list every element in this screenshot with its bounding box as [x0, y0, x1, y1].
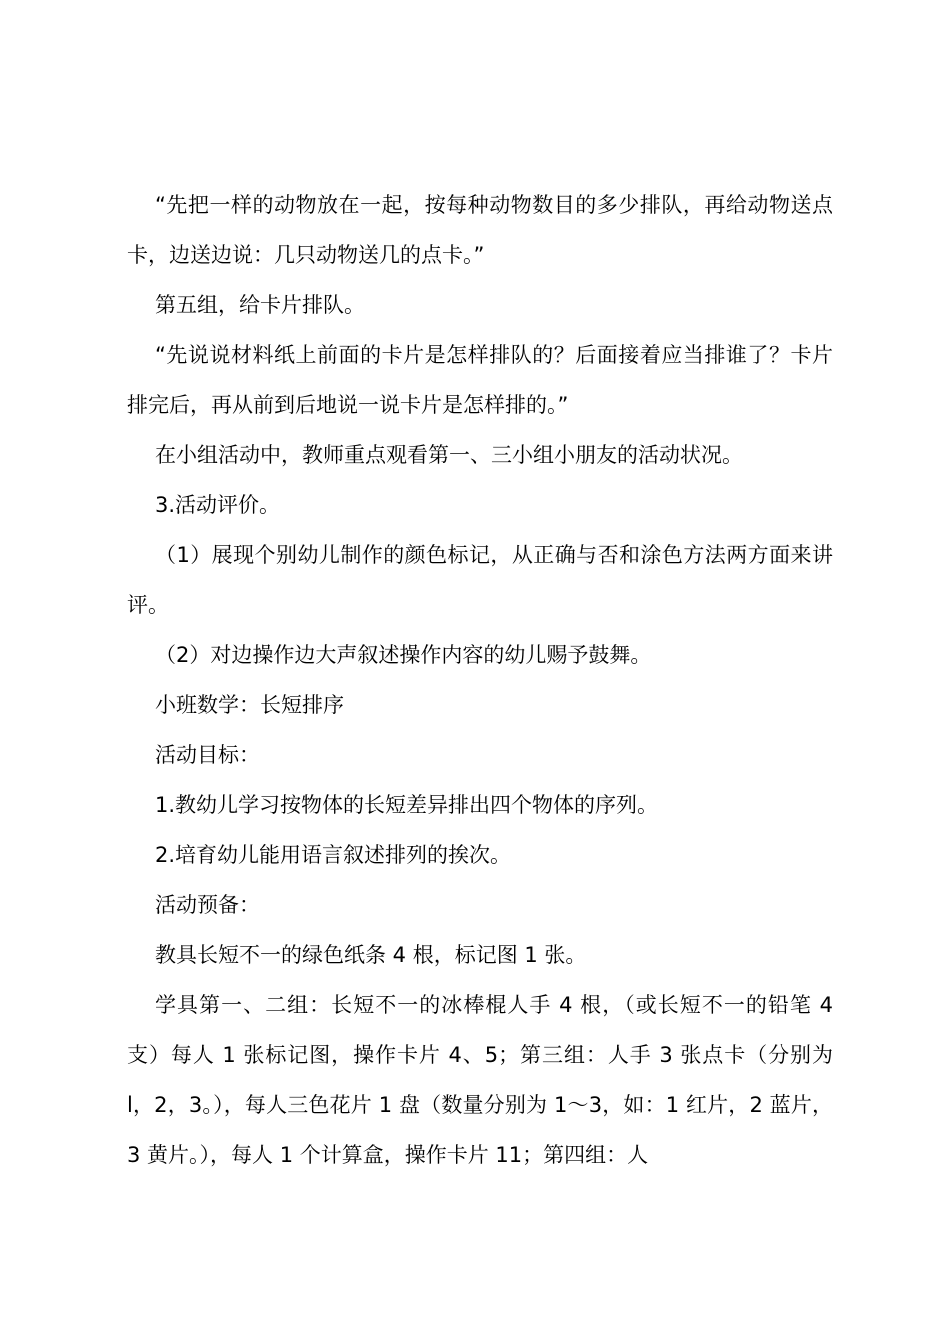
paragraph-13: 教具长短不一的绿色纸条 4 根，标记图 1 张。: [155, 943, 587, 967]
section-title: 小班数学：长短排序: [155, 693, 344, 717]
paragraph-4: 在小组活动中，教师重点观看第一、三小组小朋友的活动状况。: [155, 443, 743, 467]
paragraph-12: 活动预备：: [155, 893, 260, 917]
paragraph-6: （1）展现个别幼儿制作的颜色标记，从正确与否和涂色方法两方面来讲评。: [127, 543, 833, 617]
paragraph-11: 2.培育幼儿能用语言叙述排列的挨次。: [155, 843, 512, 867]
paragraph-1: “先把一样的动物放在一起，按每种动物数目的多少排队，再给动物送点卡，边送边说：几只动物送几的点卡。”: [127, 193, 833, 267]
paragraph-5: 3.活动评价。: [155, 493, 281, 517]
paragraph-9: 活动目标：: [155, 743, 260, 767]
paragraph-2: 第五组，给卡片排队。: [155, 293, 365, 317]
paragraph-7: （2）对边操作边大声叙述操作内容的幼儿赐予鼓舞。: [155, 643, 652, 667]
document-body: [127, 180, 833, 1180]
paragraph-10: 1.教幼儿学习按物体的长短差异排出四个物体的序列。: [155, 793, 659, 817]
paragraph-3: “先说说材料纸上前面的卡片是怎样排队的？后面接着应当排谁了？卡片排完后，再从前到后地说一说卡片是怎样排的。”: [127, 343, 833, 417]
paragraph-14: 学具第一、二组：长短不一的冰棒棍人手 4 根，（或长短不一的铅笔 4 支）每人 1 张标记图，操作卡片 4、5；第三组：人手 3 张点卡（分别为 l，2，3。），每人三色花片 1 盘（数量分别为 1～3，如：1 红片，2 蓝片，3 黄片。），每人 1 个计算盒，操作卡片 11；第四组：人: [127, 993, 833, 1167]
